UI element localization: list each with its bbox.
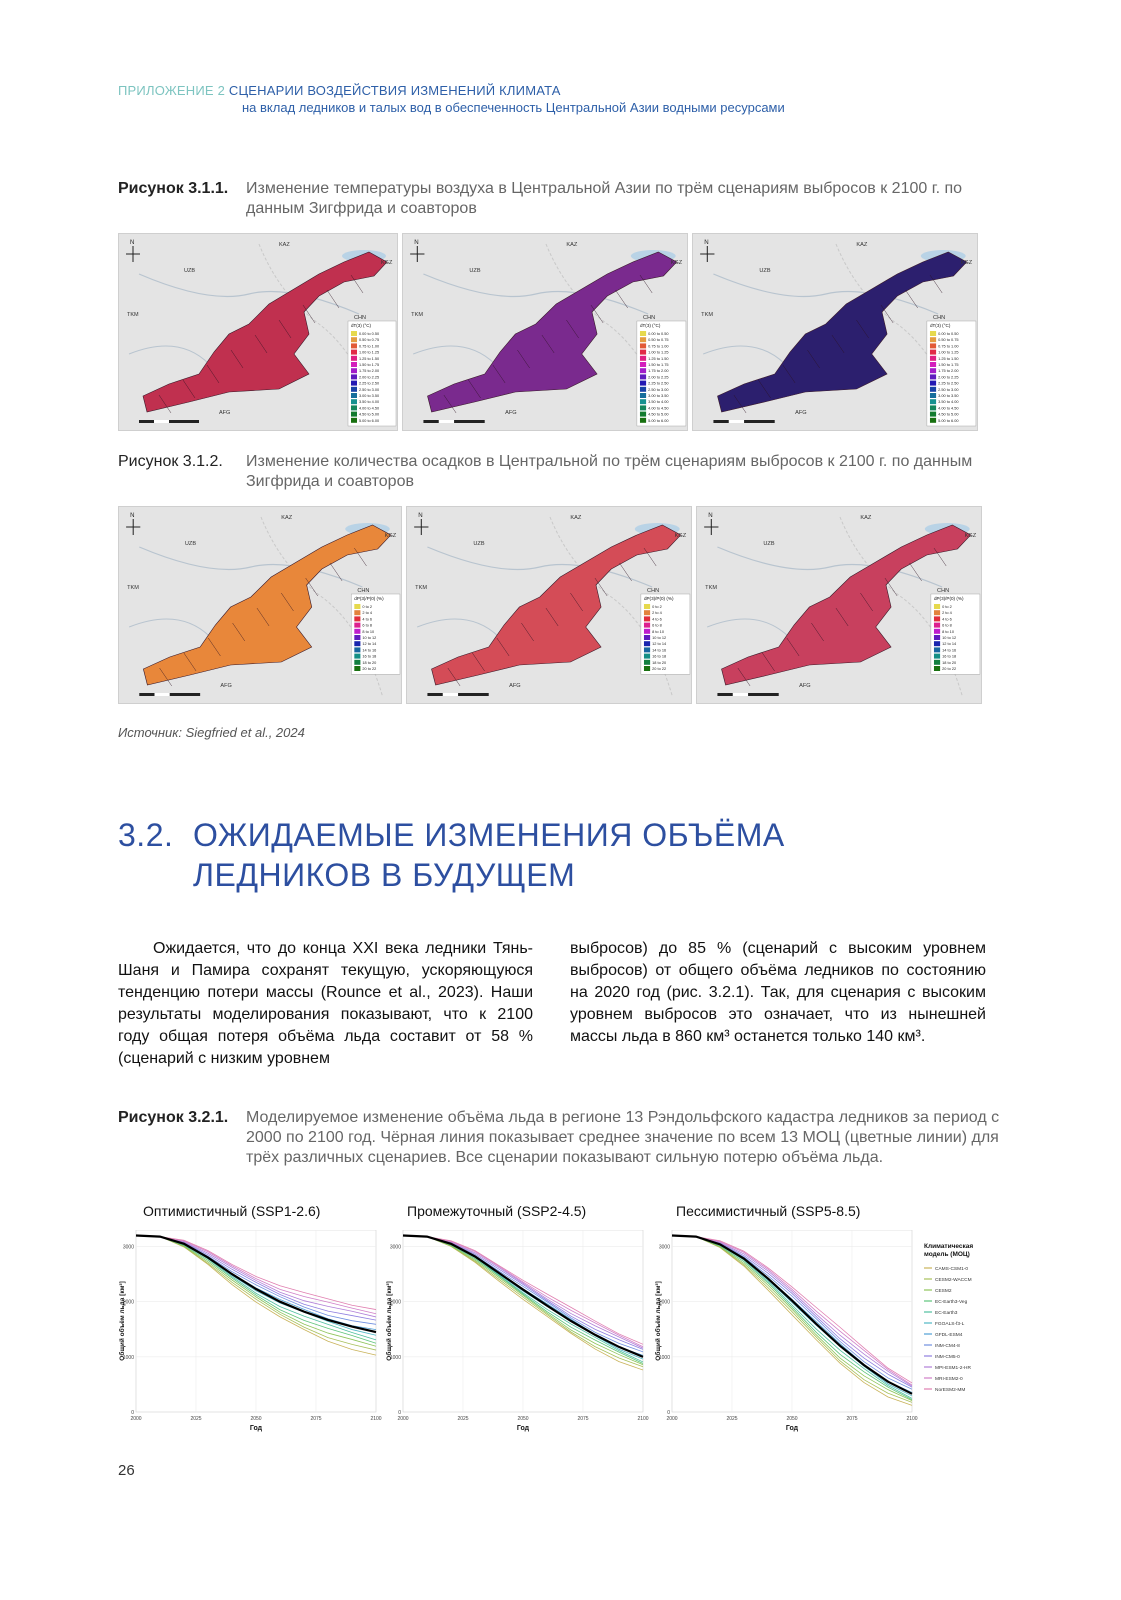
legend-class-label: 1.75 to 2.00 bbox=[648, 369, 669, 374]
scale-bar bbox=[729, 420, 744, 423]
country-label: KGZ bbox=[964, 533, 977, 539]
country-label: UZB bbox=[184, 268, 195, 274]
x-tick-label: 2050 bbox=[517, 1416, 529, 1422]
legend-class-label: 3.50 to 4.00 bbox=[938, 400, 959, 405]
scale-bar bbox=[733, 693, 748, 696]
legend-class-label: 8 to 10 bbox=[652, 629, 664, 634]
legend-class-label: 14 to 16 bbox=[942, 648, 957, 653]
appendix-title: СЦЕНАРИИ ВОЗДЕЙСТВИЯ ИЗМЕНЕНИЙ КЛИМАТА bbox=[228, 83, 561, 98]
legend-swatch bbox=[934, 623, 940, 628]
country-label: AFG bbox=[219, 410, 231, 416]
legend-swatch bbox=[930, 343, 936, 348]
legend-swatch bbox=[644, 629, 650, 634]
legend-swatch bbox=[930, 356, 936, 361]
y-axis-label: Общий объём льда [км³] bbox=[386, 1281, 393, 1361]
legend-entry: INM-CM4-8 bbox=[935, 1344, 960, 1349]
country-label: KAZ bbox=[281, 515, 293, 521]
legend-class-label: 16 to 18 bbox=[942, 654, 957, 659]
x-tick-label: 2075 bbox=[846, 1416, 858, 1422]
legend-class-label: 2.50 to 3.00 bbox=[938, 387, 959, 392]
legend-entry: FGOALS-f3-L bbox=[935, 1322, 965, 1327]
figure-3-1-2-caption bbox=[118, 452, 1018, 492]
y-tick-label: 3000 bbox=[389, 1244, 401, 1251]
legend-swatch bbox=[930, 399, 936, 404]
legend-title: модель (МОЦ) bbox=[924, 1251, 970, 1258]
legend-class-label: 3.00 to 3.50 bbox=[648, 394, 669, 398]
legend-swatch bbox=[640, 393, 646, 398]
legend-class-label: 0.00 to 0.50 bbox=[938, 332, 959, 336]
subbasin-line bbox=[330, 563, 342, 581]
legend-entry: MPI-ESM1-2-HR bbox=[935, 1366, 971, 1371]
legend-class-label: 2.00 to 2.25 bbox=[359, 375, 380, 380]
precipitation-maps bbox=[118, 506, 986, 704]
legend-entry: EC-Earth3 bbox=[935, 1311, 958, 1316]
legend-class-label: 0.75 to 1.00 bbox=[938, 344, 959, 349]
legend-class-label: 1.25 to 1.50 bbox=[359, 356, 380, 361]
legend-swatch bbox=[930, 362, 936, 367]
legend-swatch bbox=[640, 381, 646, 386]
country-label: TKM bbox=[127, 312, 139, 318]
legend-title: Климатическая bbox=[924, 1243, 974, 1250]
x-axis-label: Год bbox=[249, 1425, 263, 1432]
legend-swatch bbox=[640, 331, 646, 336]
legend-swatch bbox=[640, 418, 646, 423]
legend-class-label: 2.50 to 3.00 bbox=[648, 387, 669, 392]
legend-class-label: 12 to 14 bbox=[362, 642, 377, 647]
legend-swatch bbox=[930, 368, 936, 373]
legend-title: dT(3) (°C) bbox=[929, 323, 951, 328]
legend-class-label: 0.00 to 0.50 bbox=[359, 332, 380, 336]
legend-swatch bbox=[351, 418, 357, 423]
legend-swatch bbox=[934, 666, 940, 671]
country-label: KGZ bbox=[674, 533, 687, 539]
country-label: TKM bbox=[411, 312, 424, 318]
country-label: AFG bbox=[220, 683, 232, 689]
legend-swatch bbox=[354, 647, 360, 652]
legend-class-label: 8 to 10 bbox=[362, 629, 375, 634]
legend-swatch bbox=[354, 654, 360, 659]
legend-class-label: 2 to 4 bbox=[652, 611, 662, 616]
x-tick-label: 2050 bbox=[786, 1416, 798, 1422]
legend-swatch bbox=[934, 641, 940, 646]
legend-swatch bbox=[934, 604, 940, 609]
legend-swatch bbox=[934, 635, 940, 640]
legend-swatch bbox=[354, 604, 360, 609]
legend-class-label: 0.50 to 0.75 bbox=[359, 338, 380, 343]
north-label: N bbox=[708, 513, 713, 519]
section-number: 3.2. bbox=[118, 817, 174, 853]
x-tick-label: 2025 bbox=[726, 1416, 738, 1422]
legend-swatch bbox=[351, 374, 357, 379]
north-label: N bbox=[704, 240, 709, 246]
country-label: KAZ bbox=[856, 242, 868, 248]
legend-swatch bbox=[351, 331, 357, 336]
legend-swatch bbox=[354, 610, 360, 615]
country-label: KGZ bbox=[384, 533, 397, 539]
country-label: AFG bbox=[505, 410, 517, 416]
figure-caption-text: Изменение температуры воздуха в Центральной Азии по трём сценариям выбросов к 2100 г. по данным Зигфрида и соавторов bbox=[246, 180, 963, 217]
legend-swatch bbox=[351, 368, 357, 373]
legend-class-label: 1.50 to 1.75 bbox=[938, 363, 959, 367]
legend-class-label: 10 to 12 bbox=[942, 636, 957, 640]
legend-swatch bbox=[644, 666, 650, 671]
legend-swatch bbox=[351, 412, 357, 417]
legend-class-label: 14 to 16 bbox=[362, 648, 377, 653]
country-label: KAZ bbox=[860, 515, 872, 521]
legend-swatch bbox=[640, 343, 646, 348]
legend-swatch bbox=[644, 647, 650, 652]
legend-swatch bbox=[351, 350, 357, 355]
figure-number: Рисунок 3.1.2. bbox=[118, 453, 223, 470]
legend-class-label: 4 to 6 bbox=[652, 617, 662, 622]
legend-class-label: 4.00 to 4.50 bbox=[648, 406, 669, 411]
legend-swatch bbox=[930, 418, 936, 423]
legend-swatch bbox=[930, 374, 936, 379]
legend-swatch bbox=[640, 362, 646, 367]
country-label: TKM bbox=[415, 585, 428, 591]
legend-class-label: 1.50 to 1.75 bbox=[359, 363, 380, 367]
legend-swatch bbox=[351, 399, 357, 404]
chart-ssp126 bbox=[116, 1230, 386, 1435]
country-label: CHN bbox=[357, 588, 370, 594]
legend-swatch bbox=[930, 350, 936, 355]
section-title-line1: ОЖИДАЕМЫЕ ИЗМЕНЕНИЯ ОБЪЁМА bbox=[193, 817, 785, 853]
legend-swatch bbox=[930, 412, 936, 417]
legend-class-label: 20 to 22 bbox=[362, 667, 377, 671]
subbasin-line bbox=[327, 290, 339, 308]
legend-swatch bbox=[644, 641, 650, 646]
legend-entry: MRI-ESM2-0 bbox=[935, 1377, 963, 1382]
legend-swatch bbox=[351, 405, 357, 410]
country-label: TKM bbox=[705, 585, 718, 591]
y-tick-label: 1000 bbox=[122, 1354, 134, 1361]
legend-class-label: 0.00 to 0.50 bbox=[648, 332, 669, 336]
legend-class-label: 0.50 to 0.75 bbox=[648, 338, 669, 343]
legend-class-label: 12 to 14 bbox=[942, 642, 957, 647]
precipitation-map-1 bbox=[118, 506, 402, 704]
legend-swatch bbox=[640, 399, 646, 404]
legend-class-label: 2.00 to 2.25 bbox=[648, 375, 669, 380]
figure-caption-text: Моделируемое изменение объёма льда в регионе 13 Рэндольфского кадастра ледников за период с 2000 по 2100 год. Чёрная линия показывает среднее значение по всем 13 МОЦ (цветные линии) для трёх различных сценариев. Все сценарии показывают сильную потерю объёма льда. bbox=[246, 1109, 1000, 1166]
y-tick-label: 2000 bbox=[658, 1299, 670, 1306]
legend-title: dP(3)/P(0) (%) bbox=[933, 596, 964, 601]
legend-class-label: 1.00 to 1.25 bbox=[359, 350, 380, 355]
x-tick-label: 2000 bbox=[397, 1416, 409, 1422]
x-tick-label: 2100 bbox=[370, 1416, 382, 1422]
x-axis-label: Год bbox=[785, 1425, 799, 1432]
legend-class-label: 3.50 to 4.00 bbox=[648, 400, 669, 405]
x-tick-label: 2025 bbox=[190, 1416, 202, 1422]
legend-class-label: 0.50 to 0.75 bbox=[938, 338, 959, 343]
figure-caption-text: Изменение количества осадков в Центральной по трём сценариям выбросов к 2100 г. по данным Зигфрида и соавторов bbox=[246, 453, 973, 490]
legend-class-label: 18 to 20 bbox=[362, 660, 377, 665]
y-tick-label: 3000 bbox=[658, 1244, 670, 1251]
legend-class-label: 2.25 to 2.50 bbox=[648, 381, 669, 386]
legend-class-label: 5.00 to 6.00 bbox=[648, 418, 669, 423]
legend-entry: CESM2 bbox=[935, 1289, 952, 1294]
legend-class-label: 4 to 6 bbox=[362, 617, 373, 622]
y-tick-label: 0 bbox=[398, 1410, 401, 1416]
legend-class-label: 4.50 to 5.00 bbox=[938, 412, 959, 417]
chart-title-ssp585: Пессимистичный (SSP5-8.5) bbox=[676, 1203, 861, 1219]
legend-class-label: 4.50 to 5.00 bbox=[359, 412, 380, 417]
temperature-map-2 bbox=[402, 233, 688, 431]
legend-swatch bbox=[644, 604, 650, 609]
x-axis-label: Год bbox=[516, 1425, 530, 1432]
legend-swatch bbox=[930, 337, 936, 342]
legend-swatch bbox=[934, 610, 940, 615]
appendix-label: ПРИЛОЖЕНИЕ 2 bbox=[118, 83, 226, 98]
y-tick-label: 0 bbox=[667, 1410, 670, 1416]
legend-class-label: 0 to 2 bbox=[652, 605, 662, 609]
legend-title: dP(3)/P(0) (%) bbox=[643, 596, 674, 601]
country-label: TKM bbox=[127, 585, 139, 591]
legend-swatch bbox=[351, 387, 357, 392]
country-label: AFG bbox=[509, 683, 521, 689]
legend-class-label: 1.75 to 2.00 bbox=[359, 369, 380, 374]
subbasin-line bbox=[905, 290, 917, 308]
legend-swatch bbox=[354, 623, 360, 628]
y-tick-label: 0 bbox=[131, 1410, 134, 1416]
x-tick-label: 2025 bbox=[457, 1416, 469, 1422]
legend-swatch bbox=[640, 350, 646, 355]
legend-entry: CAMS-CSM1-0 bbox=[935, 1267, 969, 1272]
legend-class-label: 2.25 to 2.50 bbox=[359, 381, 380, 386]
scale-bar bbox=[443, 693, 458, 696]
figure-number: Рисунок 3.2.1. bbox=[118, 1109, 229, 1126]
legend-class-label: 14 to 16 bbox=[652, 648, 667, 653]
legend-class-label: 1.75 to 2.00 bbox=[938, 369, 959, 374]
y-tick-label: 2000 bbox=[389, 1299, 401, 1306]
x-tick-label: 2000 bbox=[130, 1416, 142, 1422]
legend-class-label: 2.25 to 2.50 bbox=[938, 381, 959, 386]
country-label: CHN bbox=[643, 315, 656, 321]
legend-title: dT(3) (°C) bbox=[351, 323, 372, 328]
legend-swatch bbox=[934, 647, 940, 652]
legend-class-label: 18 to 20 bbox=[942, 660, 957, 665]
y-tick-label: 1000 bbox=[658, 1354, 670, 1361]
legend-class-label: 2 to 4 bbox=[942, 611, 952, 616]
north-label: N bbox=[130, 240, 135, 246]
country-label: KGZ bbox=[960, 260, 973, 266]
x-tick-label: 2100 bbox=[906, 1416, 918, 1422]
legend-class-label: 1.00 to 1.25 bbox=[648, 350, 669, 355]
source-note: Источник: Siegfried et al., 2024 bbox=[118, 725, 305, 740]
legend-class-label: 2.50 to 3.00 bbox=[359, 387, 380, 392]
legend-class-label: 10 to 12 bbox=[652, 636, 667, 640]
country-label: KAZ bbox=[570, 515, 582, 521]
legend-swatch bbox=[640, 374, 646, 379]
legend-swatch bbox=[644, 635, 650, 640]
y-tick-label: 2000 bbox=[122, 1299, 134, 1306]
country-label: KGZ bbox=[670, 260, 683, 266]
legend-swatch bbox=[934, 629, 940, 634]
legend-entry: CESM2-WACCM bbox=[935, 1278, 972, 1283]
y-tick-label: 3000 bbox=[122, 1244, 134, 1251]
legend-swatch bbox=[640, 405, 646, 410]
country-label: UZB bbox=[184, 541, 197, 547]
legend-swatch bbox=[640, 412, 646, 417]
figure-number: Рисунок 3.1.1. bbox=[118, 180, 229, 197]
subbasin-line bbox=[615, 290, 627, 308]
x-tick-label: 2000 bbox=[666, 1416, 678, 1422]
appendix-subtitle: на вклад ледников и талых вод в обеспеченность Центральной Азии водными ресурсами bbox=[242, 100, 785, 115]
legend-swatch bbox=[930, 405, 936, 410]
legend-class-label: 6 to 8 bbox=[942, 623, 952, 628]
legend-swatch bbox=[930, 381, 936, 386]
legend-class-label: 6 to 8 bbox=[362, 623, 373, 628]
legend-title: dP(3)/P(0) (%) bbox=[354, 596, 384, 601]
legend-swatch bbox=[351, 356, 357, 361]
legend-class-label: 20 to 22 bbox=[652, 667, 667, 671]
subbasin-line bbox=[909, 563, 921, 581]
north-label: N bbox=[418, 513, 423, 519]
legend-class-label: 8 to 10 bbox=[942, 629, 954, 634]
legend-swatch bbox=[644, 623, 650, 628]
running-header bbox=[118, 83, 561, 98]
legend-class-label: 1.25 to 1.50 bbox=[648, 356, 669, 361]
legend-class-label: 1.25 to 1.50 bbox=[938, 356, 959, 361]
country-label: AFG bbox=[799, 683, 811, 689]
legend-class-label: 1.50 to 1.75 bbox=[648, 363, 669, 367]
legend-swatch bbox=[351, 337, 357, 342]
legend-swatch bbox=[644, 610, 650, 615]
country-label: CHN bbox=[937, 588, 950, 594]
north-label: N bbox=[130, 513, 135, 519]
legend-class-label: 5.00 to 6.00 bbox=[359, 418, 380, 423]
legend-class-label: 0.75 to 1.00 bbox=[648, 344, 669, 349]
temperature-map-3 bbox=[692, 233, 978, 431]
page-number: 26 bbox=[118, 1462, 135, 1479]
legend-class-label: 6 to 8 bbox=[652, 623, 662, 628]
legend-class-label: 2 to 4 bbox=[362, 611, 373, 616]
legend-swatch bbox=[644, 654, 650, 659]
country-label: UZB bbox=[763, 541, 775, 547]
x-tick-label: 2075 bbox=[577, 1416, 589, 1422]
legend-swatch bbox=[354, 660, 360, 665]
country-label: CHN bbox=[647, 588, 660, 594]
chart-title-ssp126: Оптимистичный (SSP1-2.6) bbox=[143, 1203, 321, 1219]
chart-ssp585 bbox=[652, 1230, 992, 1435]
y-axis-label: Общий объём льда [км³] bbox=[655, 1281, 662, 1361]
legend-class-label: 1.00 to 1.25 bbox=[938, 350, 959, 355]
legend-swatch bbox=[354, 629, 360, 634]
precipitation-map-2 bbox=[406, 506, 692, 704]
legend-swatch bbox=[640, 356, 646, 361]
legend-swatch bbox=[354, 641, 360, 646]
legend-swatch bbox=[351, 393, 357, 398]
legend-swatch bbox=[934, 654, 940, 659]
temperature-map-1 bbox=[118, 233, 398, 431]
legend-class-label: 0.75 to 1.00 bbox=[359, 344, 380, 349]
legend-swatch bbox=[930, 387, 936, 392]
legend-class-label: 18 to 20 bbox=[652, 660, 667, 665]
legend-swatch bbox=[351, 343, 357, 348]
legend-class-label: 4 to 6 bbox=[942, 617, 952, 622]
legend-class-label: 3.00 to 3.50 bbox=[938, 394, 959, 398]
legend-swatch bbox=[644, 660, 650, 665]
legend-entry: NorESM2-MM bbox=[935, 1388, 966, 1393]
section-title-line2: ЛЕДНИКОВ В БУДУЩЕМ bbox=[193, 857, 576, 893]
legend-swatch bbox=[354, 635, 360, 640]
legend-class-label: 16 to 18 bbox=[652, 654, 667, 659]
legend-class-label: 0 to 2 bbox=[362, 605, 373, 609]
x-tick-label: 2100 bbox=[637, 1416, 649, 1422]
legend-class-label: 12 to 14 bbox=[652, 642, 667, 647]
legend-swatch bbox=[351, 362, 357, 367]
legend-swatch bbox=[640, 337, 646, 342]
country-label: CHN bbox=[354, 315, 366, 321]
legend-class-label: 4.00 to 4.50 bbox=[359, 406, 380, 411]
legend-title: dT(3) (°C) bbox=[639, 323, 661, 328]
legend-swatch bbox=[351, 381, 357, 386]
legend-entry: INM-CM5-0 bbox=[935, 1355, 960, 1360]
subbasin-line bbox=[619, 563, 631, 581]
body-column-left: Ожидается, что до конца XXI века ледники Тянь-Шаня и Памира сохранят текущую, ускоряющуюся тенденцию потери массы (Rounce et al., 2023). Наши результаты моделирования показывают, что к 2100 году общая потеря объёма льда составит от 58 % (сценарий с низким уровнем bbox=[118, 940, 533, 1067]
legend-swatch bbox=[934, 616, 940, 621]
legend-class-label: 3.50 to 4.00 bbox=[359, 400, 380, 405]
legend-class-label: 3.00 to 3.50 bbox=[359, 394, 380, 398]
legend-swatch bbox=[930, 331, 936, 336]
chart-ssp245 bbox=[383, 1230, 653, 1435]
scale-bar bbox=[439, 420, 454, 423]
legend-entry: GFDL-ESM4 bbox=[935, 1333, 963, 1338]
legend-class-label: 16 to 18 bbox=[362, 654, 377, 659]
country-label: AFG bbox=[795, 410, 807, 416]
legend-entry: EC-Earth3-Veg bbox=[935, 1300, 968, 1305]
y-axis-label: Общий объём льда [км³] bbox=[119, 1281, 126, 1361]
country-label: TKM bbox=[701, 312, 714, 318]
x-tick-label: 2050 bbox=[250, 1416, 262, 1422]
north-label: N bbox=[414, 240, 419, 246]
figure-3-1-1-caption bbox=[118, 179, 1018, 219]
country-label: UZB bbox=[469, 268, 481, 274]
legend-swatch bbox=[934, 660, 940, 665]
precipitation-map-3 bbox=[696, 506, 982, 704]
legend-swatch bbox=[640, 387, 646, 392]
country-label: KGZ bbox=[381, 260, 393, 266]
scale-bar bbox=[139, 693, 200, 696]
legend-swatch bbox=[644, 616, 650, 621]
legend-class-label: 4.00 to 4.50 bbox=[938, 406, 959, 411]
legend-class-label: 20 to 22 bbox=[942, 667, 957, 671]
legend-class-label: 10 to 12 bbox=[362, 636, 377, 640]
country-label: KAZ bbox=[566, 242, 578, 248]
legend-class-label: 5.00 to 6.00 bbox=[938, 418, 959, 423]
country-label: UZB bbox=[759, 268, 771, 274]
legend-class-label: 2.00 to 2.25 bbox=[938, 375, 959, 380]
legend-swatch bbox=[354, 616, 360, 621]
legend-swatch bbox=[354, 666, 360, 671]
country-label: UZB bbox=[473, 541, 485, 547]
chart-title-ssp245: Промежуточный (SSP2-4.5) bbox=[407, 1203, 587, 1219]
legend-swatch bbox=[640, 368, 646, 373]
scale-bar bbox=[155, 693, 170, 696]
country-label: KAZ bbox=[279, 242, 290, 248]
temperature-maps bbox=[118, 233, 986, 431]
x-tick-label: 2075 bbox=[310, 1416, 322, 1422]
body-column-right: выбросов) до 85 % (сценарий с высоким уровнем выбросов) от общего объёма ледников по состоянию на 2020 год (рис. 3.2.1). Так, для сценария с высоким уровнем выбросов это означает, что из нынешней массы льда в 860 км³ останется только 140 км³. bbox=[570, 940, 986, 1045]
legend-class-label: 4.50 to 5.00 bbox=[648, 412, 669, 417]
figure-3-2-1-caption bbox=[118, 1108, 1018, 1168]
legend-class-label: 0 to 2 bbox=[942, 605, 952, 609]
y-tick-label: 1000 bbox=[389, 1354, 401, 1361]
scale-bar bbox=[154, 420, 169, 423]
country-label: CHN bbox=[933, 315, 946, 321]
legend-swatch bbox=[930, 393, 936, 398]
